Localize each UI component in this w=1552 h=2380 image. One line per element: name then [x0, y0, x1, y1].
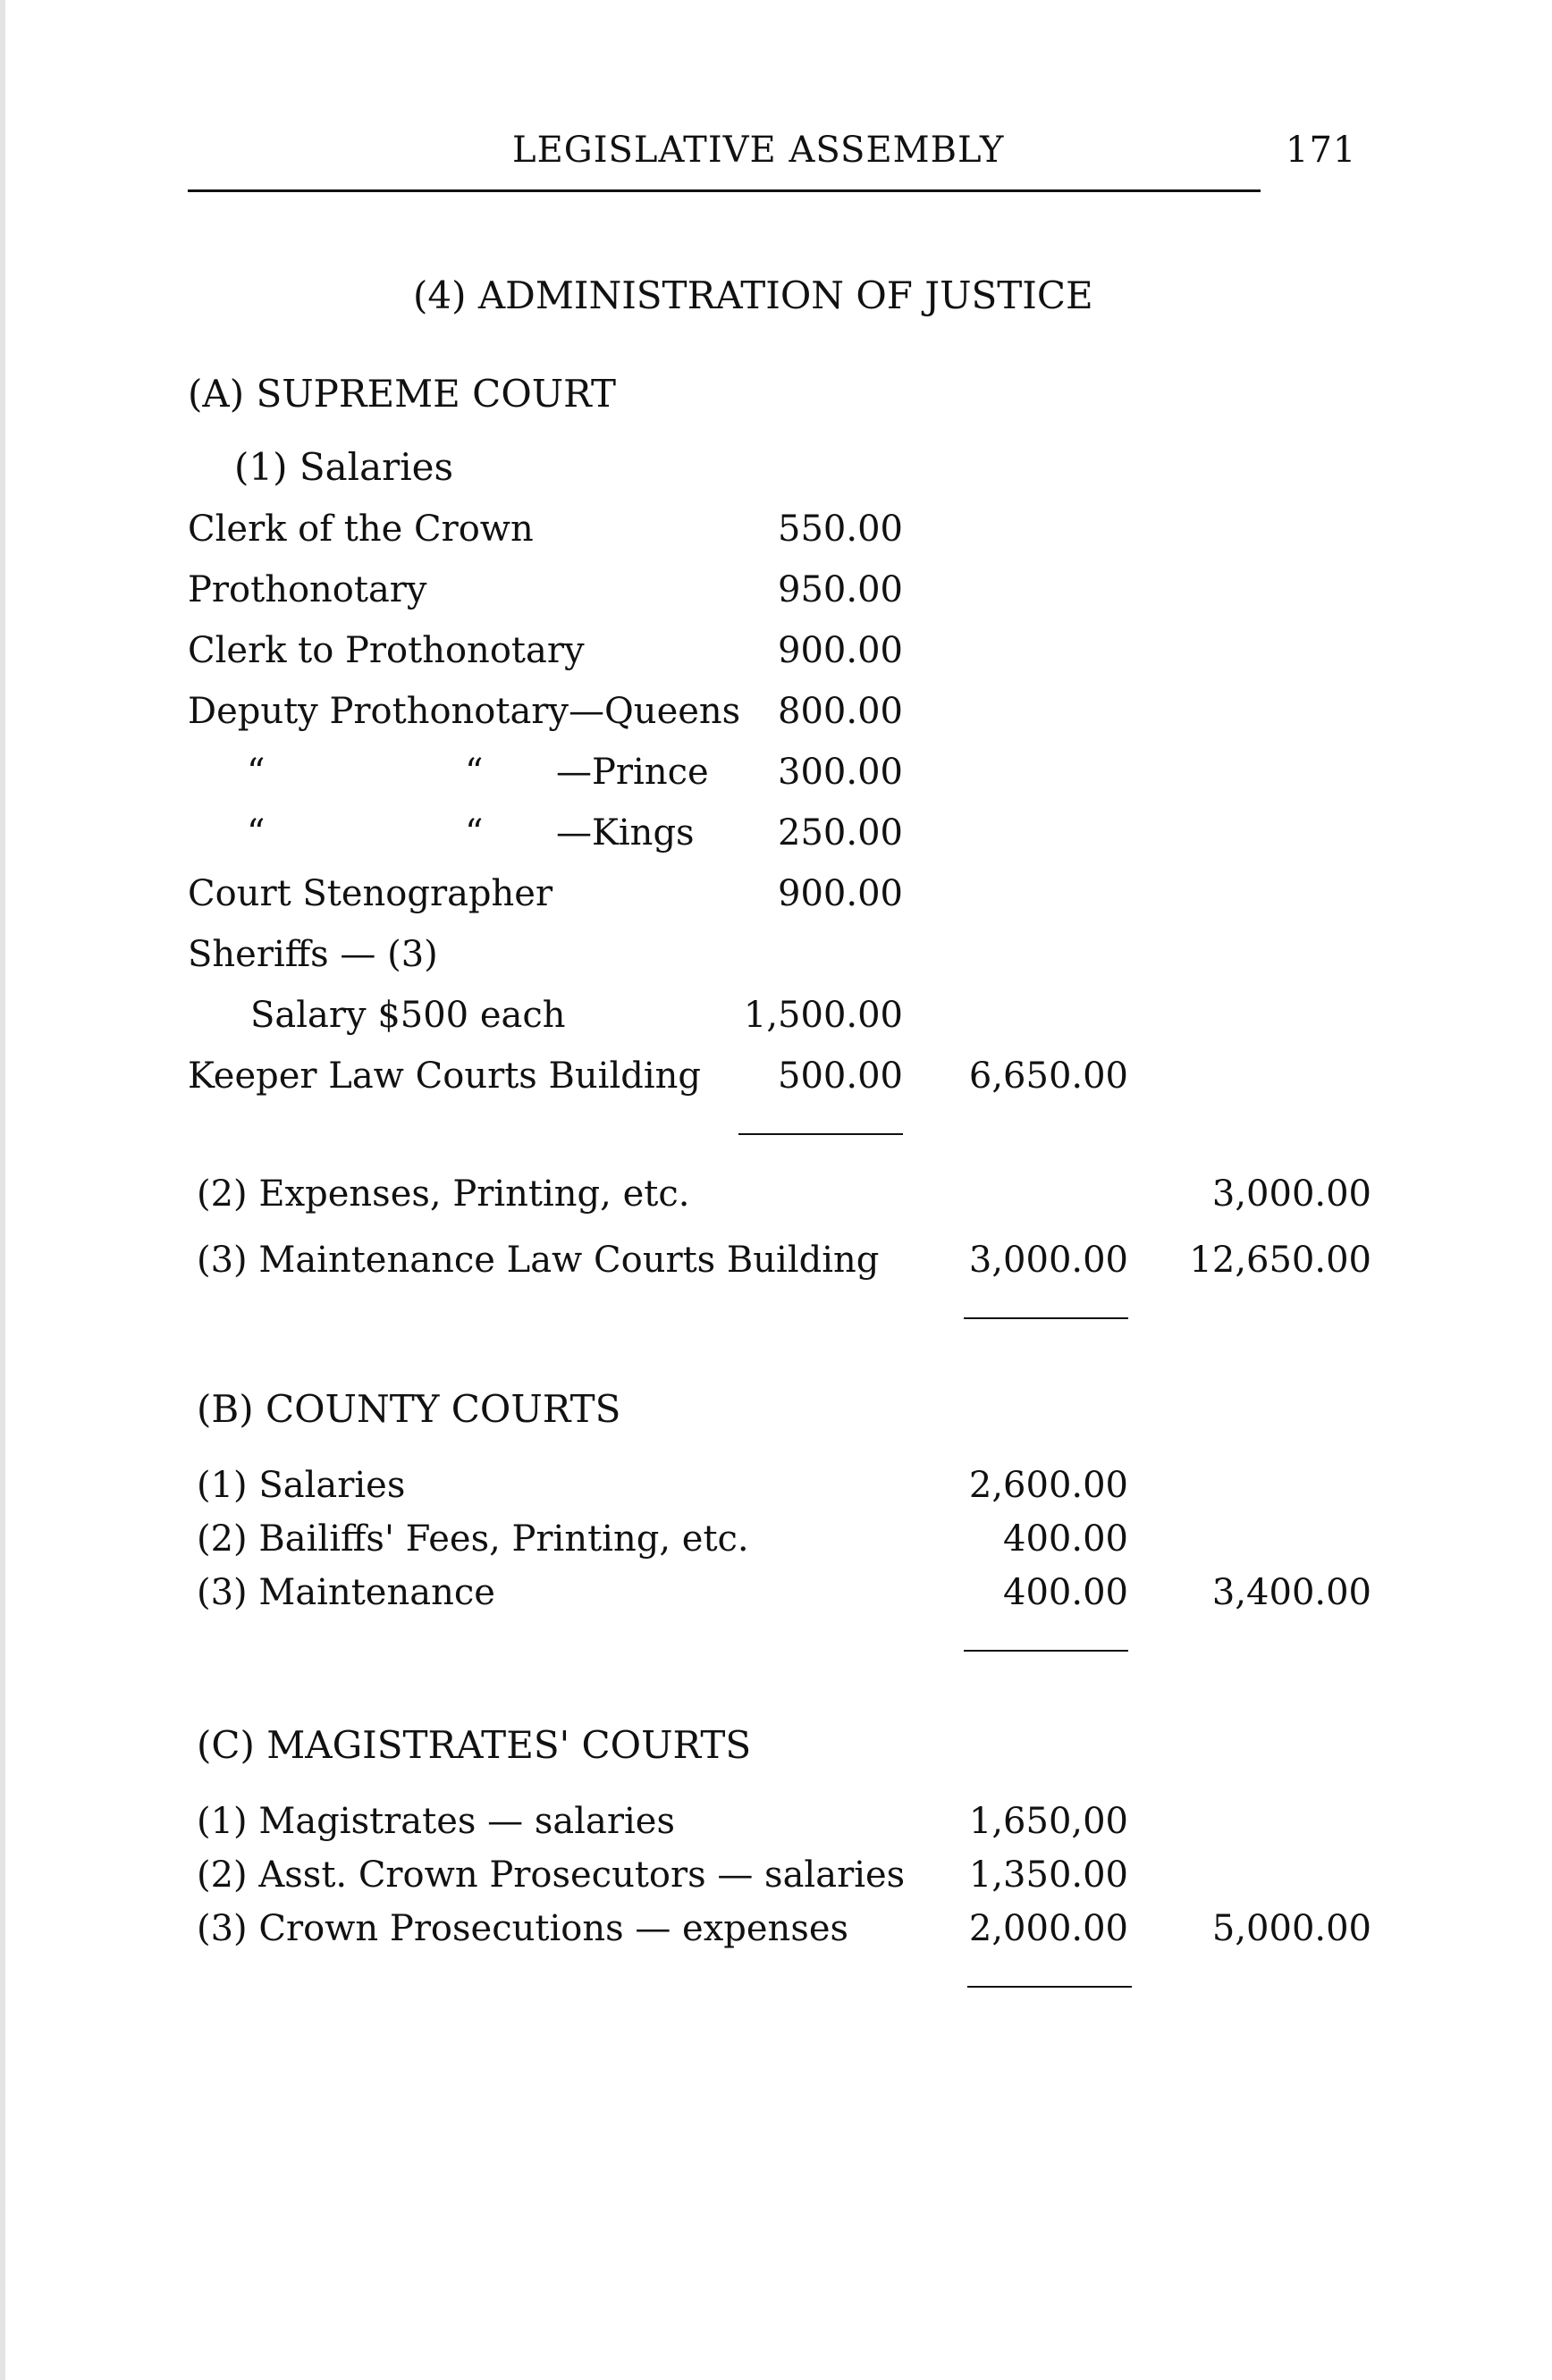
salary-label: Sheriffs — (3) — [188, 934, 438, 975]
salary-amount: 1,500.00 — [743, 995, 903, 1036]
county-amount: 2,600.00 — [968, 1465, 1128, 1506]
header-rule — [188, 189, 1261, 192]
section-total-rule — [964, 1317, 1128, 1319]
salary-label: —Kings — [556, 812, 695, 854]
maintenance-label: (3) Maintenance Law Courts Building — [197, 1240, 880, 1281]
supreme-court-total: 12,650.00 — [1189, 1240, 1371, 1281]
salary-label: Keeper Law Courts Building — [188, 1055, 702, 1097]
county-amount: 400.00 — [1003, 1572, 1128, 1613]
salary-amount: 250.00 — [778, 812, 903, 854]
salary-amount: 550.00 — [778, 509, 903, 550]
magistrates-courts-total: 5,000.00 — [1211, 1908, 1371, 1949]
salary-amount: 500.00 — [778, 1055, 903, 1097]
magistrates-label: (3) Crown Prosecutions — expenses — [197, 1908, 849, 1949]
subtotal-rule — [738, 1133, 903, 1135]
county-label: (2) Bailiffs' Fees, Printing, etc. — [197, 1518, 749, 1560]
ditto-mark: “ — [247, 752, 266, 793]
heading-salaries: (1) Salaries — [234, 445, 454, 489]
page-number: 171 — [1286, 130, 1357, 171]
county-label: (3) Maintenance — [197, 1572, 495, 1613]
salary-amount: 300.00 — [778, 752, 903, 793]
scan-edge-shade — [0, 0, 5, 2380]
salary-label: Prothonotary — [188, 569, 427, 610]
section-title: (4) ADMINISTRATION OF JUSTICE — [413, 273, 1093, 317]
salary-label: Salary $500 each — [250, 995, 566, 1036]
salaries-subtotal: 6,650.00 — [968, 1055, 1128, 1097]
magistrates-amount: 1,350.00 — [968, 1854, 1128, 1896]
salary-label: Deputy Prothonotary—Queens — [188, 691, 741, 732]
county-label: (1) Salaries — [197, 1465, 406, 1506]
salary-amount: 900.00 — [778, 630, 903, 671]
county-courts-total: 3,400.00 — [1211, 1572, 1371, 1613]
magistrates-total-rule — [967, 1986, 1132, 1988]
ditto-mark: “ — [465, 752, 484, 793]
expenses-label: (2) Expenses, Printing, etc. — [197, 1173, 690, 1215]
salary-amount: 900.00 — [778, 873, 903, 914]
county-total-rule — [964, 1650, 1128, 1652]
salary-label: Court Stenographer — [188, 873, 553, 914]
running-header-title: LEGISLATIVE ASSEMBLY — [512, 130, 1005, 171]
magistrates-label: (1) Magistrates — salaries — [197, 1801, 675, 1842]
county-amount: 400.00 — [1003, 1518, 1128, 1560]
salary-label: Clerk of the Crown — [188, 509, 534, 550]
heading-supreme-court: (A) SUPREME COURT — [188, 372, 617, 416]
magistrates-amount: 2,000.00 — [968, 1908, 1128, 1949]
salary-amount: 950.00 — [778, 569, 903, 610]
maintenance-amount: 3,000.00 — [968, 1240, 1128, 1281]
ditto-mark: “ — [465, 812, 484, 854]
heading-magistrates-courts: (C) MAGISTRATES' COURTS — [197, 1723, 752, 1767]
magistrates-label: (2) Asst. Crown Prosecutors — salaries — [197, 1854, 906, 1896]
magistrates-amount: 1,650,00 — [968, 1801, 1128, 1842]
ditto-mark: “ — [247, 812, 266, 854]
salary-label: —Prince — [556, 752, 709, 793]
salary-amount: 800.00 — [778, 691, 903, 732]
heading-county-courts: (B) COUNTY COURTS — [197, 1387, 621, 1431]
salary-label: Clerk to Prothonotary — [188, 630, 585, 671]
expenses-total: 3,000.00 — [1211, 1173, 1371, 1215]
